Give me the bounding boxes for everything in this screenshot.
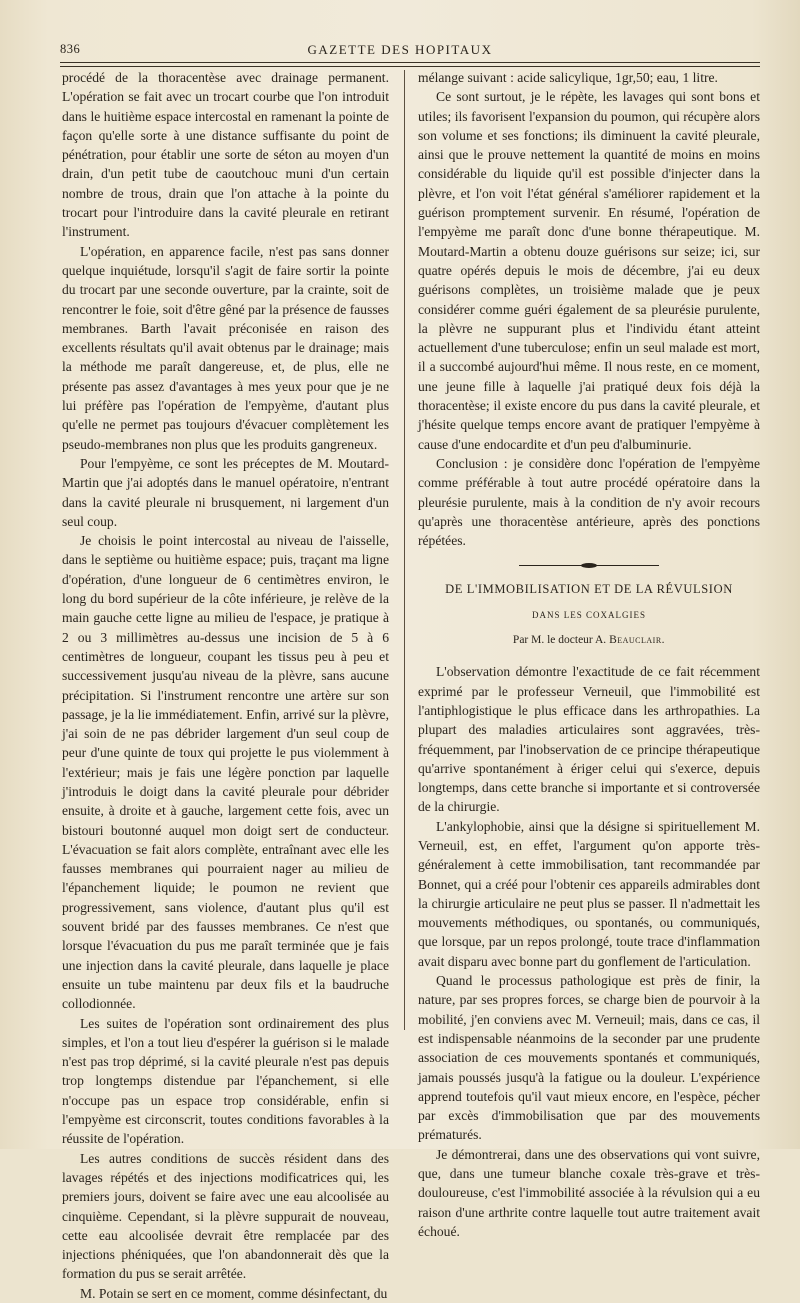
section-separator	[519, 565, 659, 566]
byline-author: Beauclair.	[609, 634, 666, 647]
paragraph: Les suites de l'opération sont ordinairement des plus simples, et l'on a tout lieu d'espérer la guérison si le malade n'est pas trop déprimé, si la cavité pleurale n'est pas depuis trop longtemps distendue par l'épanchement, si elle n'occupe pas un espace trop considérable, enfin si l'empyème est circonscrit, toutes conditions favorables à la réussite de l'opération.	[62, 1015, 389, 1147]
paragraph: Pour l'empyème, ce sont les préceptes de M. Moutard-Martin que j'ai adoptés dans le manuel opératoire, n'entrant dans la cavité pleurale ni brusquement, ni largement d'un seul coup.	[62, 455, 389, 529]
paragraph: Je choisis le point intercostal au niveau de l'aisselle, dans le septième ou huitième espace; puis, traçant ma ligne d'opération, d'une longueur de 6 centimètres environ, le long du bord supérieur de la côte inférieure, je relève de la main gauche cette ligne au milieu de l'espace, je pratique à 2 ou 3 millimètres au-dessus une incision de 5 à 6 centimètres de longueur, coupant les tissus peu à peu et successivement jusqu'au niveau de la plèvre, sans aucune précipitation. Si l'instrument rencontre une artère sur son passage, je la lie immédiatement. Enfin, arrivé sur la plèvre, j'ai soin de ne pas débrider largement d'un seul coup de peur d'une quinte de toux qui projette le pus violemment à l'extérieur; mais je fais une légère ponction par laquelle j'introduis le doigt dans la cavité pleurale pour débrider ensuite, à droite et à gauche, largement cette fois, avec un bistouri boutonné auquel mon doigt sert de conducteur. L'évacuation se fait alors complète, entraînant avec elle les fausses membranes qui pourraient nager au milieu de l'épanchement liquide; le poumon ne revient que progressivement, sans violence, d'autant plus qu'il est souvent bridé par des fausses membranes. Ce n'est que lorsque l'évacuation du pus me paraît terminée que je fais une injection dans la cavité pleurale, dans laquelle je place ensuite un tube maintenu par deux fils et la baudruche collodionnée.	[62, 533, 389, 1012]
column-divider	[404, 70, 405, 1030]
paragraph: mélange suivant : acide salicylique, 1gr,50; eau, 1 litre.	[418, 70, 718, 85]
byline-prefix: Par M. le docteur A.	[512, 634, 610, 647]
paragraph: L'observation démontre l'exactitude de ce fait récemment exprimé par le professeur Verneuil, que l'immobilité est l'antiphlogistique le plus efficace dans les arthropathies. La plupart des maladies articulaires sont aggravées, très-fréquemment, par l'inobservation de ce principe thérapeutique qu'arrive spontanément à ériger celui qui s'exerce, depuis longtemps, dans cette branche si importante et si controversée de la chirurgie.	[418, 664, 760, 815]
paragraph: Les autres conditions de succès résident dans des lavages répétés et des injections modificatrices qui, les premiers jours, doivent se faire avec une eau alcoolisée au cinquième. Cependant, si la plèvre suppurait de nouveau, cette eau alcoolisée devrait être remplacée par des injections phéniquées, que l'on abandonnerait dès que la formation du pus se serait arrêtée.	[62, 1150, 389, 1282]
page-number: 836	[60, 42, 81, 56]
article-title: DE L'IMMOBILISATION ET DE LA RÉVULSION	[445, 582, 733, 597]
paragraph: Je démontrerai, dans une des observations qui vont suivre, que, dans une tumeur blanche coxale très-grave et très-douloureuse, c'est l'immobilité associée à la révulsion qui a eu raison d'une arthrite contre laquelle tout autre traitement avait échoué.	[418, 1146, 760, 1239]
paragraph: Ce sont surtout, je le répète, les lavages qui sont bons et utiles; ils favorisent l'expansion du poumon, qui récupère alors son volume et ses fonctions; ils diminuent la cavité pleurale, ainsi que le prouve nettement la quantité de moins en moins considérable du liquide qu'il est possible d'injecter dans la plèvre, et l'on voit l'état général s'améliorer rapidement et la guérison promptement survenir. En résumé, l'opération de l'empyème me paraît donc d'une bonne thérapeutique. M. Moutard-Martin a obtenu douze guérisons sur seize; ici, sur quatre opérés depuis le mois de décembre, j'ai eu deux guérisons complètes, un troisième malade que je peux considérer comme guéri également de sa pleurésie purulente, la plèvre ne suppurant plus et l'individu étant atteint actuellement d'une tuberculose; enfin un seul malade est mort, il a succombé aujourd'hui même. Il nous reste, en ce moment, une jeune fille à laquelle j'ai pratiqué deux fois déjà la thoracentèse; il existe encore du pus dans la cavité pleurale, et j'hésite quelque temps encore avant de pratiquer l'empyème à cause d'une endocardite et d'un peu d'albuminurie.	[418, 89, 760, 452]
right-column	[418, 68, 760, 1241]
paragraph: L'ankylophobie, ainsi que la désigne si spirituellement M. Verneuil, est, en effet, l'argument qu'on apporte très-généralement à cette immobilisation, tant recommandée par Bonnet, qui a créé pour l'obtenir ces appareils admirables dont la chirurgie articulaire ne peut plus se passer. Il n'admettait les mouvements méthodiques, ou spontanés, ou communiqués, que lorsque, par un repos prolongé, toute trace d'inflammation avait disparu avec bonne part du gonflement de l'articulation.	[418, 818, 760, 969]
paragraph: Conclusion : je considère donc l'opération de l'empyème comme préférable à tout autre procédé opératoire dans la pleurésie purulente, mais à la condition de n'y avoir recours qu'après une thoracentèse antérieure, après des ponctions répétées.	[418, 455, 760, 549]
paragraph: M. Potain se sert en ce moment, comme désinfectant, du	[80, 1285, 388, 1301]
article-subtitle: DANS LES COXALGIES	[531, 609, 646, 620]
left-column	[62, 68, 389, 1303]
article-byline	[418, 631, 760, 650]
header-rule	[60, 62, 760, 67]
journal-title: GAZETTE DES HOPITAUX	[307, 42, 493, 57]
paragraph: L'opération, en apparence facile, n'est pas sans donner quelque inquiétude, lorsqu'il s'agit de faire sortir la pointe du trocart par une seconde ouverture, par la crainte, soit de rencontrer le foie, soit d'être gêné par la présence de fausses membranes. Barth l'avait préconisée en raison des excellents résultats qu'il avait obtenus par le drainage; mais la méthode me paraît dangereuse, et, de plus, elle ne présente pas assez d'avantages à mes yeux pour que je ne lui préfère pas l'opération de l'empyème, d'autant plus qu'elle ne permet pas toujours d'évacuer complètement les pseudo-membranes non plus que les produits gangreneux.	[62, 243, 389, 452]
paragraph: procédé de la thoracentèse avec drainage permanent. L'opération se fait avec un trocart courbe que l'on introduit dans le huitième espace intercostal en ramenant la pointe de façon qu'elle sorte à une distance suffisante du point de pénétration, pour établir une sorte de séton au moyen d'un drain, d'un petit tube de caoutchouc muni d'un certain nombre de trous, drain que l'on attache à la pointe du trocart pour l'introduire dans la cavité pleurale en retirant l'instrument.	[62, 70, 389, 240]
paragraph: Quand le processus pathologique est près de finir, la nature, par ses propres forces, se charge bien de pourvoir à la mobilité, j'en conviens avec M. Verneuil; mais, dans ce cas, il est indispensable néanmoins de la seconder par une prudente association de ces mouvements spontanés et communiqués, jamais poussés jusqu'à la fatigue ou la douleur. L'expérience apprend toutefois qu'il vaut mieux encore, en l'espèce, pécher par excès d'immobilisation que par des mouvements prématurés.	[418, 973, 760, 1143]
page-header	[40, 40, 760, 60]
